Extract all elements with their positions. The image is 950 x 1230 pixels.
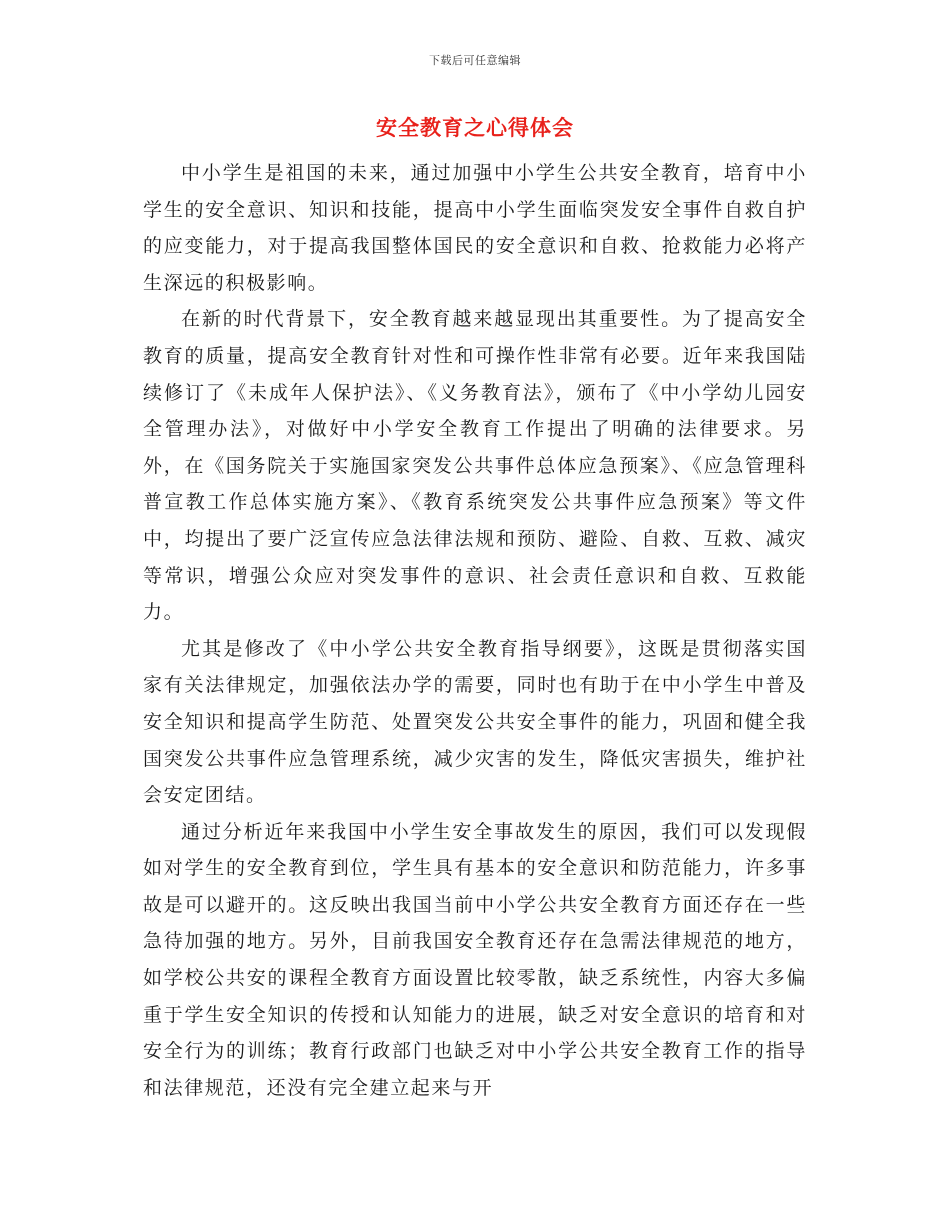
document-title: 安全教育之心得体会 [376, 115, 574, 140]
paragraph: 尤其是修改了《中小学公共安全教育指导纲要》，这既是贯彻落实国家有关法律规定，加强依法办学的需要，同时也有助于在中小学生中普及安全知识和提高学生防范、处置突发公共安全事件的能力，巩固和健全我国突发公共事件应急管理系统，减少灾害的发生，降低灾害损失，维护社会安定团结。 [143, 637, 807, 807]
paragraph: 通过分析近年来我国中小学生安全事故发生的原因，我们可以发现假如对学生的安全教育到位，学生具有基本的安全意识和防范能力，许多事故是可以避开的。这反映出我国当前中小学公共安全教育方面还存在一些急待加强的地方。另外，目前我国安全教育还存在急需法律规范的地方，如学校公共安的课程全教育方面设置比较零散，缺乏系统性，内容大多偏重于学生安全知识的传授和认知能力的进展，缺乏对安全意识的培育和对安全行为的训练；教育行政部门也缺乏对中小学公共安全教育工作的指导和法律规范，还没有完全建立起来与开 [143, 820, 807, 1099]
document-body [143, 155, 807, 1106]
paragraph: 在新的时代背景下，安全教育越来越显现出其重要性。为了提高安全教育的质量，提高安全教育针对性和可操作性非常有必要。近年来我国陆续修订了《未成年人保护法》、《义务教育法》，颁布了《中小学幼儿园安全管理办法》，对做好中小学安全教育工作提出了明确的法律要求。另外，在《国务院关于实施国家突发公共事件总体应急预案》、《应急管理科普宣教工作总体实施方案》、《教育系统突发公共事件应急预案》等文件中，均提出了要广泛宣传应急法律法规和预防、避险、自救、互救、减灾等常识，增强公众应对突发事件的意识、社会责任意识和自救、互救能力。 [143, 308, 807, 624]
page-header-note: 下载后可任意编辑 [429, 54, 521, 67]
paragraph: 中小学生是祖国的未来，通过加强中小学生公共安全教育，培育中小学生的安全意识、知识和技能，提高中小学生面临突发安全事件自救自护的应变能力，对于提高我国整体国民的安全意识和自救、抢救能力必将产生深远的积极影响。 [143, 162, 807, 294]
